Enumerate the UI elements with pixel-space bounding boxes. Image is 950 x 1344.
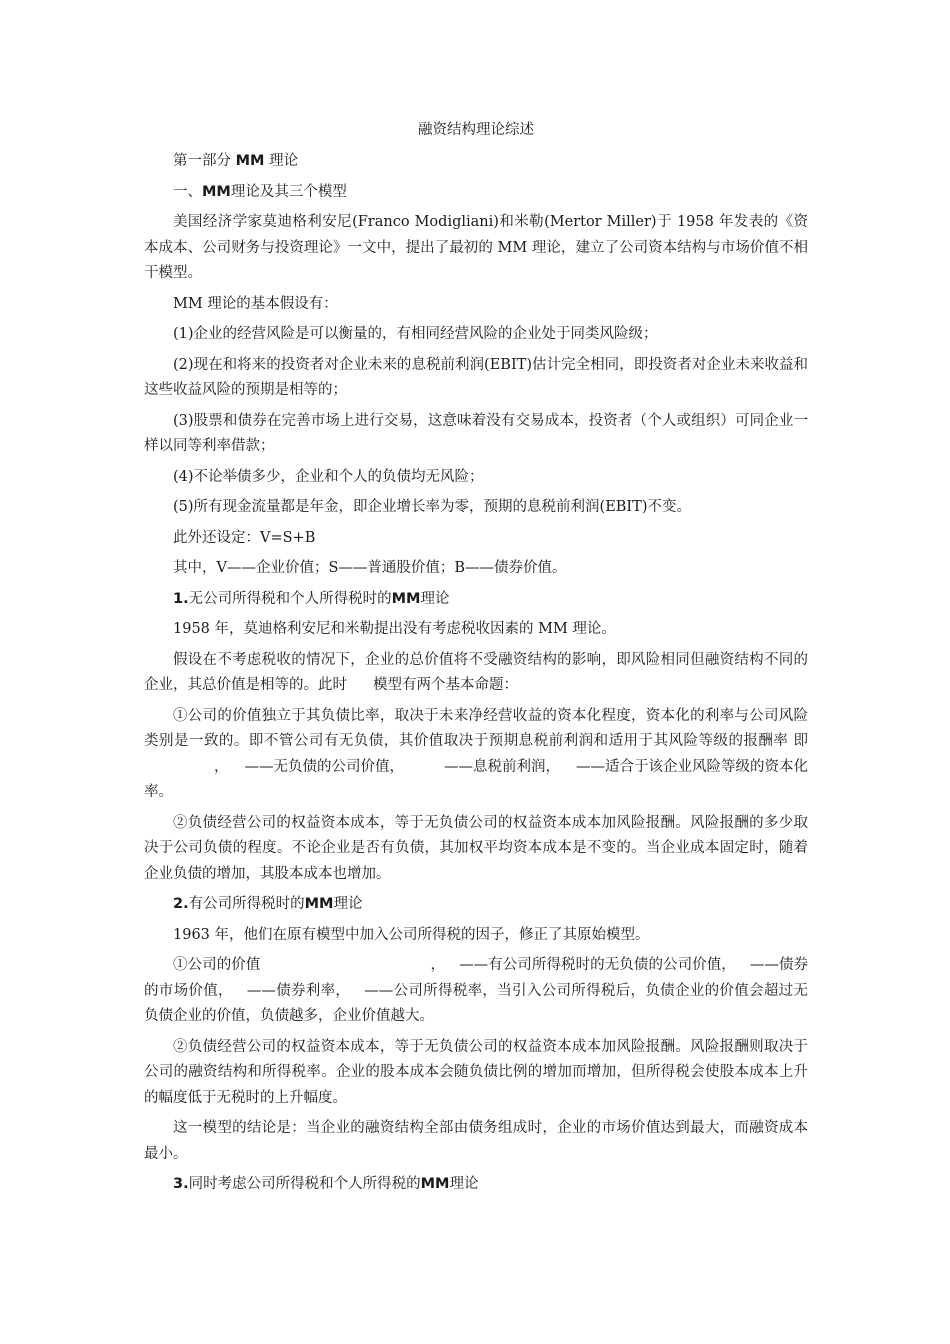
model-1-paragraph-1: 1958 年，莫迪格利安尼和米勒提出没有考虑税收因素的 MM 理论。 [173, 621, 616, 637]
model-2-paragraph-1: 1963 年，他们在原有模型中加入公司所得税的因子，修正了其原始模型。 [173, 926, 650, 943]
model-2-conclusion: 这一模型的结论是：当企业的融资结构全部由债务组成时，企业的市场价值达到最大，而融资成本最小。 [144, 1120, 808, 1162]
model-1-proposition-1: ①公司的价值独立于其负债比率，取决于未来净经营收益的资本化程度，资本化的利率与公司风险类别是一致的。即不管公司有无负债，其价值取决于预期息税前利润和适用于其风险等级的报酬率 即， ——无负债的公司价值， ——息税前利润， ——适合于该企业风险等级的资本化率。 [144, 707, 808, 800]
model-1-proposition-2: ②负债经营公司的权益资本成本，等于无负债公司的权益资本成本加风险报酬。风险报酬的多少取决于公司负债的程度。不论企业是否有负债，其加权平均资本成本是不变的。当企业成本固定时，随着企业负债的增加，其股本成本也增加。 [144, 814, 808, 882]
model-3-heading: 3.同时考虑公司所得税和个人所得税的MM理论 [173, 1176, 479, 1192]
assumption-2: (2)现在和将来的投资者对企业未来的息税前利润(EBIT)估计完全相同，即投资者对企业未来收益和这些收益风险的预期是相等的； [144, 356, 808, 398]
where-paragraph: 其中，V——企业价值；S——普通股价值；B——债券价值。 [173, 560, 567, 576]
intro-paragraph: 美国经济学家莫迪格利安尼(Franco Modigliani)和米勒(Mertor Miller)于 1958 年发表的《资本成本、公司财务与投资理论》一文中，提出了最初的 MM 理论，建立了公司资本结构与市场价值不相干模型。 [144, 214, 808, 281]
assumption-1: (1)企业的经营风险是可以衡量的，有相同经营风险的企业处于同类风险级； [173, 326, 658, 342]
model-1-paragraph-2: 假设在不考虑税收的情况下，企业的总价值将不受融资结构的影响，即风险相同但融资结构不同的企业，其总价值是相等的。此时 模型有两个基本命题： [144, 651, 808, 693]
model-1-heading: 1.无公司所得税和个人所得税时的MM理论 [173, 590, 450, 607]
document-title: 融资结构理论综述 [418, 122, 534, 138]
part-heading: 第一部分 MM 理论 [173, 153, 299, 169]
document-page [144, 118, 808, 1203]
also-set-paragraph: 此外还设定：V=S+B [173, 529, 316, 546]
model-2-proposition-1: ①公司的价值 ， ——有公司所得税时的无负债的公司价值， ——债券的市场价值， ——债券利率， ——公司所得税率，当引入公司所得税后，负债企业的价值会超过无负债企业的价值，负债越多，企业价值越大。 [144, 957, 809, 1024]
assumptions-heading: MM 理论的基本假设有： [173, 295, 338, 312]
section-heading: 一、MM理论及其三个模型 [173, 183, 347, 200]
assumption-5: (5)所有现金流量都是年金，即企业增长率为零，预期的息税前利润(EBIT)不变。 [173, 499, 691, 515]
assumption-3: (3)股票和债券在完善市场上进行交易，这意味着没有交易成本，投资者（个人或组织）可同企业一样以同等利率借款； [144, 412, 808, 454]
model-2-proposition-2: ②负债经营公司的权益资本成本，等于无负债公司的权益资本成本加风险报酬。风险报酬则取决于公司的融资结构和所得税率。企业的股本成本会随负债比例的增加而增加，但所得税会使股本成本上升的幅度低于无税时的上升幅度。 [144, 1038, 808, 1106]
model-2-heading: 2.有公司所得税时的MM理论 [173, 896, 363, 912]
assumption-4: (4)不论举债多少，企业和个人的负债均无风险； [173, 468, 484, 485]
